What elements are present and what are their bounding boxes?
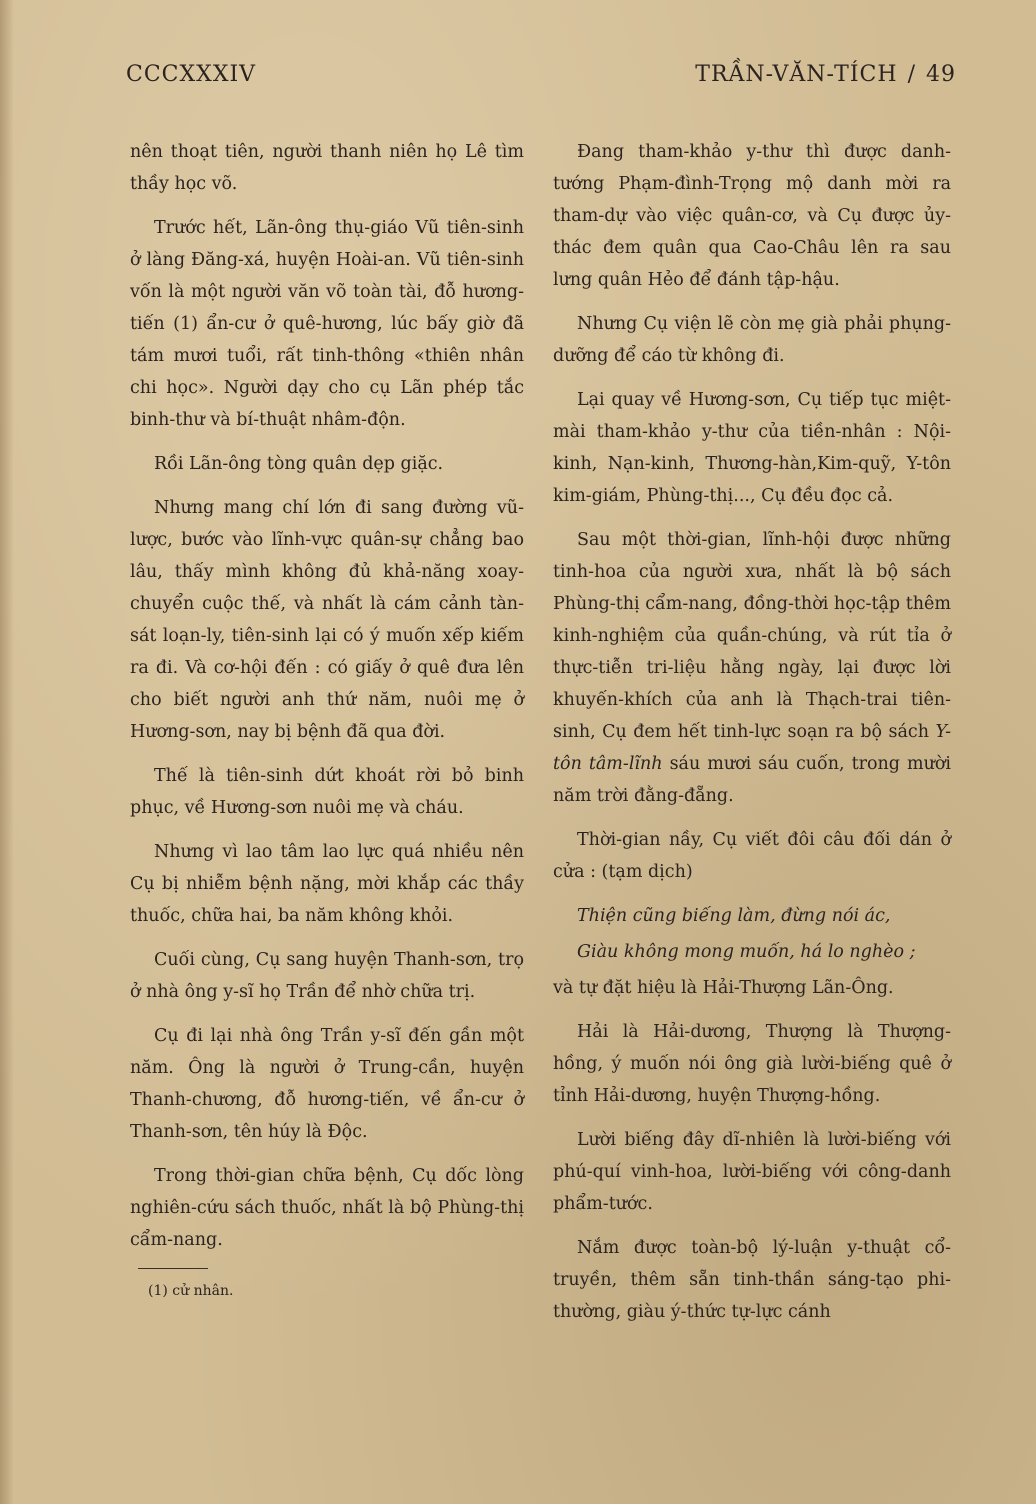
header-separator: /	[907, 62, 916, 87]
paragraph: Nắm được toàn-bộ lý-luận y-thuật cổ-truyền, thêm sẵn tinh-thần sáng-tạo phi-thường, giàu ý-thức tự-lực cánh	[553, 1238, 951, 1322]
paragraph: Lười biếng đây dĩ-nhiên là lười-biếng với phú-quí vinh-hoa, lười-biếng với công-danh phẩm-tước.	[553, 1130, 951, 1214]
paragraph: Rồi Lãn-ông tòng quân dẹp giặc.	[154, 454, 444, 474]
paragraph: Cuối cùng, Cụ sang huyện Thanh-sơn, trọ ở nhà ông y-sĩ họ Trần để nhờ chữa trị.	[130, 950, 524, 1002]
chapter-marker: CCCXXXIV	[126, 62, 257, 87]
running-title	[695, 62, 956, 87]
left-column	[130, 136, 524, 1301]
author-title: TRẦN-VĂN-TÍCH	[695, 62, 898, 87]
paragraph-text: sáu mươi sáu cuốn, trong mười năm trời đằng-đẵng.	[553, 754, 951, 806]
couplet-line: Giàu không mong muốn, há lo nghèo ;	[577, 942, 916, 962]
couplet-line: Thiện cũng biếng làm, đừng nói ác,	[577, 906, 891, 926]
paragraph: Trong thời-gian chữa bệnh, Cụ dốc lòng nghiên-cứu sách thuốc, nhất là bộ Phùng-thị cẩm-nang.	[130, 1166, 524, 1250]
paragraph: Nhưng mang chí lớn đi sang đường vũ-lược, bước vào lĩnh-vực quân-sự chẳng bao lâu, thấy mình không đủ khả-năng xoay-chuyển cuộc thế, và nhất là cám cảnh tàn-sát loạn-ly, tiên-sinh lại có ý muốn xếp kiếm ra đi. Và cơ-hội đến : có giấy ở quê đưa lên cho biết người anh thứ năm, nuôi mẹ ở Hương-sơn, nay bị bệnh đã qua đời.	[130, 498, 524, 742]
book-title: Y-tôn tâm-lĩnh	[553, 722, 951, 774]
paragraph: Trước hết, Lãn-ông thụ-giáo Vũ tiên-sinh ở làng Đăng-xá, huyện Hoài-an. Vũ tiên-sinh vốn là một người văn võ toàn tài, đỗ hương-tiến (1) ẩn-cư ở quê-hương, lúc bấy giờ đã tám mươi tuổi, rất tinh-thông «thiên nhân chi học». Người dạy cho cụ Lãn phép tắc binh-thư và bí-thuật nhâm-độn.	[130, 218, 524, 430]
page-header	[126, 62, 956, 102]
page-number: 49	[926, 62, 956, 87]
paragraph: Nhưng vì lao tâm lao lực quá nhiều nên Cụ bị nhiễm bệnh nặng, mời khắp các thầy thuốc, chữa hai, ba năm không khỏi.	[130, 842, 524, 926]
paragraph-with-book-title	[553, 524, 951, 812]
paragraph: Hải là Hải-dương, Thượng là Thượng-hồng, ý muốn nói ông già lười-biếng quê ở tỉnh Hải-dương, huyện Thượng-hồng.	[553, 1022, 951, 1106]
paragraph: và tự đặt hiệu là Hải-Thượng Lãn-Ông.	[553, 978, 894, 998]
footnote-rule	[138, 1268, 208, 1269]
right-column	[553, 136, 951, 1340]
paragraph: Nhưng Cụ viện lẽ còn mẹ già phải phụng-dưỡng để cáo từ không đi.	[553, 314, 951, 366]
page-edge-shadow	[0, 0, 14, 1504]
paragraph: nên thoạt tiên, người thanh niên họ Lê tìm thầy học võ.	[130, 142, 524, 194]
paragraph-text: Sau một thời-gian, lĩnh-hội được những tinh-hoa của người xưa, nhất là bộ sách Phùng-thị cẩm-nang, đồng-thời học-tập thêm kinh-nghiệm của quần-chúng, và rút tỉa ở thực-tiễn tri-liệu hằng ngày, lại được lời khuyến-khích của anh là Thạch-trai tiên-sinh, Cụ đem hết tinh-lực soạn ra bộ sách	[553, 530, 951, 742]
paragraph: Cụ đi lại nhà ông Trần y-sĩ đến gần một năm. Ông là người ở Trung-cần, huyện Thanh-chương, đỗ hương-tiến, về ẩn-cư ở Thanh-sơn, tên húy là Độc.	[130, 1026, 524, 1142]
paragraph: Đang tham-khảo y-thư thì được danh-tướng Phạm-đình-Trọng mộ danh mời ra tham-dự vào việc quân-cơ, và Cụ được ủy-thác đem quân qua Cao-Châu lên ra sau lưng quân Hẻo để đánh tập-hậu.	[553, 142, 951, 290]
paragraph: Thời-gian nầy, Cụ viết đôi câu đối dán ở cửa : (tạm dịch)	[553, 830, 951, 882]
paragraph: Lại quay về Hương-sơn, Cụ tiếp tục miệt-mài tham-khảo y-thư của tiền-nhân : Nội-kinh, Nạn-kinh, Thương-hàn,Kim-quỹ, Y-tôn kim-giám, Phùng-thị..., Cụ đều đọc cả.	[553, 390, 951, 506]
paragraph: Thế là tiên-sinh dứt khoát rời bỏ binh phục, về Hương-sơn nuôi mẹ và cháu.	[130, 766, 524, 818]
footnote: (1) cử nhân.	[148, 1283, 234, 1299]
